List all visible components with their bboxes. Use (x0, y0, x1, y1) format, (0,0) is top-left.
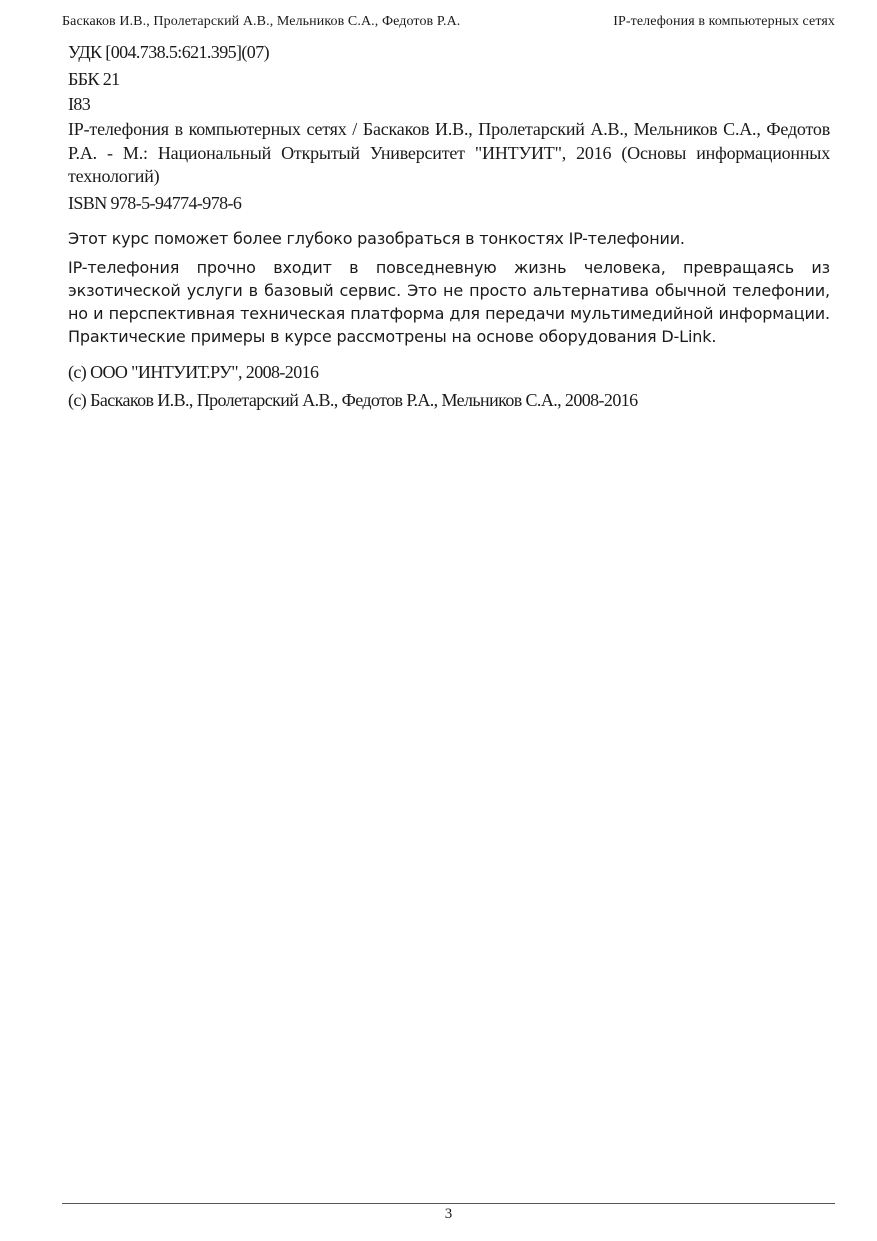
copyright-publisher: (c) ООО "ИНТУИТ.РУ", 2008-2016 (68, 362, 319, 383)
running-header (62, 14, 835, 36)
footer-divider (62, 1203, 835, 1204)
page-content (68, 40, 830, 416)
isbn: ISBN 978-5-94774-978-6 (68, 192, 242, 213)
bbk-code: ББК 21 (68, 69, 120, 89)
bibliographic-citation: IP-телефония в компьютерных сетях / Баскаков И.В., Пролетарский А.В., Мельников С.А., Федотов Р.А. - М.: Национальный Открытый Университет "ИНТУИТ", 2016 (Основы информационных технологий) (68, 119, 830, 186)
abstract-description: IP-телефония прочно входит в повседневную жизнь человека, превращаясь из экзотической услуги в базовый сервис. Это не просто альтернатива обычной телефонии, но и перспективная техническая платформа для передачи мультимедийной информации. Практические примеры в курсе рассмотрены на основе оборудования D-Link. (68, 257, 830, 347)
header-book-title: IP-телефония в компьютерных сетях (613, 14, 835, 29)
header-authors: Баскаков И.В., Пролетарский А.В., Мельников С.А., Федотов Р.А. (62, 14, 461, 29)
abstract-summary: Этот курс поможет более глубоко разобраться в тонкостях IP-телефонии. (68, 228, 685, 248)
copyright-authors: (c) Баскаков И.В., Пролетарский А.В., Федотов Р.А., Мельников С.А., 2008-2016 (68, 390, 638, 411)
page-number: 3 (444, 1206, 453, 1222)
udk-code: УДК [004.738.5:621.395](07) (68, 42, 269, 62)
author-index: I83 (68, 94, 91, 114)
